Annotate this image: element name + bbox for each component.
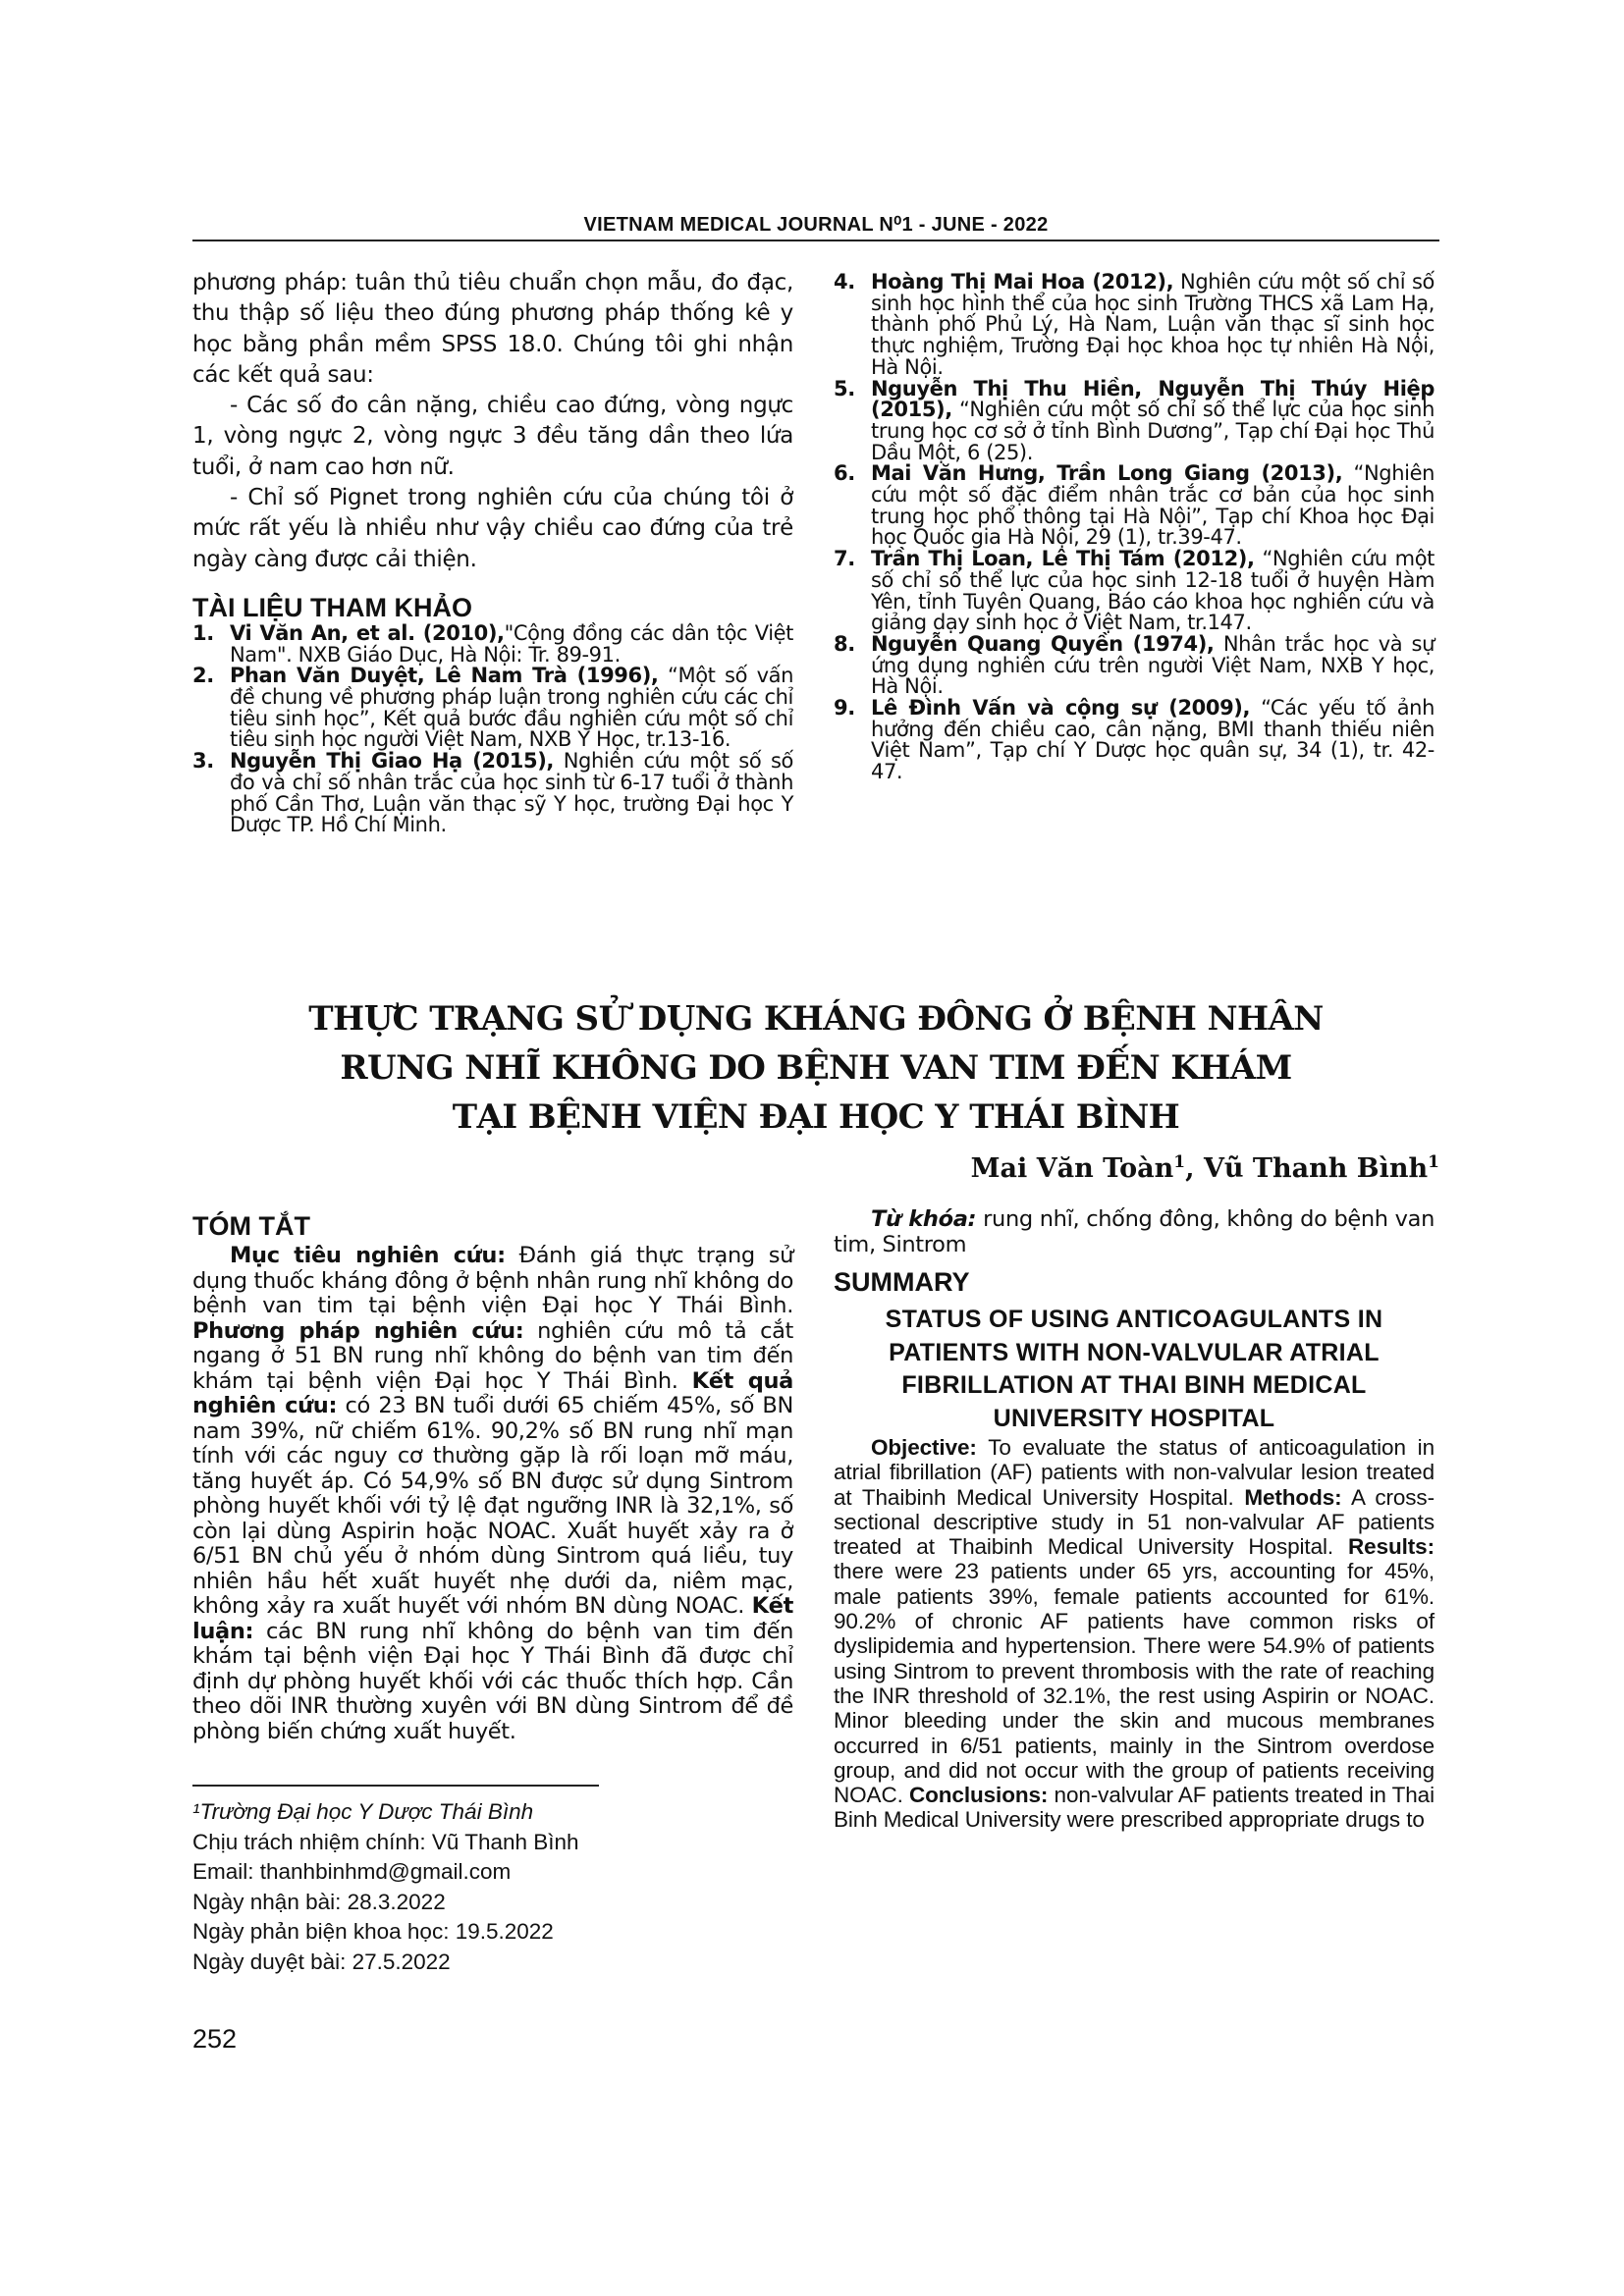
reference-item <box>834 376 1435 464</box>
reference-number: 5. <box>834 376 855 400</box>
reference-text: Nghiên cứu một số số đo và chỉ số nhân trắc của học sinh từ 6-17 tuổi ở thành phố Cần Thơ, Luận văn thạc sỹ Y học, trường Đại học Y Dược TP. Hồ Chí Minh. <box>230 749 793 837</box>
conclusion-bullet: - Các số đo cân nặng, chiều cao đứng, vòng ngực 1, vòng ngực 2, vòng ngực 3 đều tăng dần theo lứa tuổi, ở nam cao hơn nữ. <box>192 393 793 480</box>
en-results-label: Results: <box>1348 1534 1435 1560</box>
results-text: có 23 BN tuổi dưới 65 chiếm 45%, số BN nam 39%, nữ chiếm 61%. 90,2% số BN rung nhĩ mạn tính với các nguy cơ thường gặp là rối loạn mỡ máu, tăng huyết áp. Có 54,9% số BN được sử dụng Sintrom phòng huyết khối với tỷ lệ đạt ngưỡng INR là 32,1%, số còn lại dùng Aspirin hoặc NOAC. Xuất huyết xảy ra ở 6/51 BN chủ yếu ở nhóm dùng Sintrom quá liều, tuy nhiên hầu hết xuất huyết nhẹ dưới da, niêm mạc, không xảy ra xuất huyết với nhóm BN dùng NOAC. <box>192 1393 793 1619</box>
author-name: Mai Văn Toàn <box>970 1153 1174 1184</box>
reference-text: "Cộng đồng các dân tộc Việt Nam". NXB Giáo Dục, Hà Nội: Tr. 89-91. <box>230 620 793 667</box>
author-separator: , <box>1185 1153 1204 1184</box>
reference-text: “Nghiên cứu một số đặc điểm nhân trắc cơ bản của học sinh trung học phổ thông tại Hà Nội”, Tạp chí Khoa học Đại học Quốc gia Hà Nội, 29 (1), tr.39-47. <box>871 461 1435 550</box>
reference-number: 8. <box>834 631 855 656</box>
reference-item <box>834 272 1435 379</box>
en-results-text: there were 23 patients under 65 yrs, accounting for 45%, male patients 39%, female patients accounted for 61%. 90.2% of chronic AF patients have common risks of dyslipidemia and hypertension. There were 54.9% of patients using Sintrom to prevent thrombosis with the rate of reaching the INR threshold of 32.1%, the rest using Aspirin or NOAC. Minor bleeding under the skin and mucous membranes occurred in 6/51 patients, mainly in the Sintrom overdose group, and did not occur with the group of patients receiving NOAC. <box>834 1559 1435 1808</box>
reference-author: Lê Đình Vấn và cộng sự (2009), <box>871 696 1251 721</box>
conclusion-paragraph: phương pháp: tuân thủ tiêu chuẩn chọn mẫu, đo đạc, thu thập số liệu theo đúng phương pháp thống kê y học bằng phần mềm SPSS 18.0. Chúng tôi ghi nhận các kết quả sau: <box>192 270 793 388</box>
objective-label: Mục tiêu nghiên cứu: <box>230 1243 506 1268</box>
author-affiliation-mark: 1 <box>1173 1152 1186 1172</box>
footnote-received: Ngày nhận bài: 28.3.2022 <box>192 1889 446 1914</box>
reference-item <box>192 751 793 836</box>
footnote-rule <box>192 1785 599 1787</box>
references-heading: TÀI LIỆU THAM KHẢO <box>192 592 472 622</box>
reference-number: 2. <box>192 664 214 688</box>
reference-author: Trần Thị Loan, Lê Thị Tám (2012), <box>871 547 1255 571</box>
conclusion-text: các BN rung nhĩ không do bệnh van tim đến khám tại bệnh viện Đại học Y Thái Bình đã được chỉ định dự phòng huyết khối với các thuốc thích hợp. Cần theo dõi INR thường xuyên với BN dùng Sintrom để đề phòng biến chứng xuất huyết. <box>192 1618 793 1744</box>
keywords-text: rung nhĩ, chống đông, không do bệnh van tim, Sintrom <box>834 1206 1435 1257</box>
title-line: TẠI BỆNH VIỆN ĐẠI HỌC Y THÁI BÌNH <box>452 1097 1180 1137</box>
keywords-label: Từ khóa: <box>871 1206 977 1232</box>
reference-item <box>192 666 793 751</box>
methods-text: nghiên cứu mô tả cắt ngang ở 51 BN rung nhĩ không do bệnh van tim đến khám tại bệnh viện Đại học Y Thái Bình. <box>192 1317 794 1394</box>
methods-label: Phương pháp nghiên cứu: <box>192 1317 524 1344</box>
reference-item <box>834 698 1435 783</box>
footnote-accepted: Ngày duyệt bài: 27.5.2022 <box>192 1949 451 1974</box>
footnote-responsible: Chịu trách nhiệm chính: Vũ Thanh Bình <box>192 1829 579 1854</box>
reference-author: Hoàng Thị Mai Hoa (2012), <box>871 270 1174 294</box>
reference-author: Phan Văn Duyệt, Lê Nam Trà (1996), <box>230 664 659 688</box>
footnote-affiliation: ¹Trường Đại học Y Dược Thái Bình <box>192 1799 534 1824</box>
en-objective-label: Objective: <box>871 1435 977 1460</box>
en-conclusions-label: Conclusions: <box>909 1783 1049 1808</box>
prev-article-right-column <box>834 272 1435 783</box>
reference-item <box>192 620 793 667</box>
en-abstract-column <box>834 1207 1435 1833</box>
reference-item <box>834 631 1435 699</box>
reference-number: 9. <box>834 696 855 721</box>
vn-abstract-body <box>192 1244 793 1744</box>
page-number: 252 <box>192 2024 238 2054</box>
reference-text: Nghiên cứu một số chỉ số sinh học hình thể của học sinh Trường THCS xã Lam Hạ, thành phố Phủ Lý, Hà Nam, Luận văn thạc sĩ sinh học thực nghiệm, Trường Đại học khoa học tự nhiên Hà Nội, Hà Nội. <box>871 270 1435 379</box>
en-methods-label: Methods: <box>1244 1484 1342 1510</box>
conclusion-label: Kết luận: <box>192 1593 793 1644</box>
reference-author: Nguyễn Thị Giao Hạ (2015), <box>230 749 555 774</box>
reference-author: Nguyễn Quang Quyền (1974), <box>871 631 1215 656</box>
reference-number: 7. <box>834 547 855 571</box>
reference-author: Vi Văn An, et al. (2010), <box>230 620 505 645</box>
en-title: STATUS OF USING ANTICOAGULANTS IN PATIENTS WITH NON-VALVULAR ATRIAL FIBRILLATION AT THAI BINH MEDICAL UNIVERSITY HOSPITAL <box>885 1306 1383 1432</box>
reference-number: 3. <box>192 749 214 774</box>
reference-item <box>834 463 1435 549</box>
author-affiliation-mark: 1 <box>1428 1152 1439 1172</box>
vn-abstract-column <box>192 1211 793 1744</box>
journal-header: VIETNAM MEDICAL JOURNAL N⁰1 - JUNE - 2022 <box>583 214 1049 236</box>
reference-text: “Các yếu tố ảnh hưởng đến chiều cao, cân nặng, BMI thanh thiếu niên Việt Nam”, Tạp chí Y Dược học quân sự, 34 (1), tr. 42-47. <box>871 696 1435 784</box>
reference-number: 4. <box>834 270 855 294</box>
reference-number: 6. <box>834 461 855 486</box>
vn-abstract-heading: TÓM TẮT <box>192 1211 310 1241</box>
footnote-reviewed: Ngày phản biện khoa học: 19.5.2022 <box>192 1919 554 1945</box>
reference-text: “Nghiên cứu một số chỉ số thể lực của học sinh 12-18 tuổi ở huyện Hàm Yên, tỉnh Tuyên Quang, Báo cáo khoa học nghiên cứu và giảng dạy sinh học ở Việt Nam, tr.147. <box>871 547 1435 635</box>
reference-author: Nguyễn Thị Thu Hiền, Nguyễn Thị Thúy Hiệp (2015), <box>871 376 1435 422</box>
keywords-paragraph <box>834 1207 1435 1257</box>
footnotes <box>192 1797 793 1978</box>
author-name: Vũ Thanh Bình <box>1203 1153 1429 1184</box>
header-rule <box>192 240 1439 241</box>
en-objective-text: To evaluate the status of anticoagulation in atrial fibrillation (AF) patients with non-valvular lesion treated at Thaibinh Medical University Hospital. <box>834 1435 1435 1510</box>
reference-item <box>834 549 1435 634</box>
reference-text: Nhân trắc học và sự ứng dụng nghiên cứu trên người Việt Nam, NXB Y học, Hà Nội. <box>871 631 1435 699</box>
article-authors <box>192 1152 1439 1184</box>
prev-article-left-column <box>192 268 793 836</box>
results-label: Kết quả nghiên cứu: <box>192 1367 793 1418</box>
reference-author: Mai Văn Hưng, Trần Long Giang (2013), <box>871 461 1343 486</box>
objective-text: Đánh giá thực trạng sử dụng thuốc kháng đông ở bệnh nhân rung nhĩ không do bệnh van tim tại bệnh viện Đại học Y Thái Bình. <box>192 1243 793 1318</box>
summary-heading: SUMMARY <box>834 1267 970 1297</box>
title-line: RUNG NHĨ KHÔNG DO BỆNH VAN TIM ĐẾN KHÁM <box>340 1048 1292 1088</box>
reference-text: “Nghiên cứu một số chỉ số thể lực của học sinh trung học cơ sở ở tỉnh Bình Dương”, Tạp chí Đại học Thủ Dầu Một, 6 (25). <box>871 398 1435 464</box>
reference-number: 1. <box>192 620 214 645</box>
conclusion-bullet: - Chỉ số Pignet trong nghiên cứu của chúng tôi ở mức rất yếu là nhiều như vậy chiều cao đứng của trẻ ngày càng được cải thiện. <box>192 485 793 572</box>
reference-list-continued <box>834 272 1435 783</box>
article-title <box>192 994 1439 1142</box>
en-methods-text: A cross-sectional descriptive study in 51 non-valvular AF patients treated at Thaibinh Medical University Hospital. <box>834 1484 1435 1560</box>
reference-text: “Một số vấn đề chung về phương pháp luận trong nghiên cứu các chỉ tiêu sinh học”, Kết quả bước đầu nghiên cứu một số chỉ tiêu sinh học người Việt Nam, NXB Y Học, tr.13-16. <box>230 664 793 752</box>
en-abstract-body <box>834 1435 1435 1833</box>
footnote-email: Email: thanhbinhmd@gmail.com <box>192 1859 512 1885</box>
en-conclusions-text: non-valvular AF patients treated in Thai Binh Medical University were prescribed appropriate drugs to <box>834 1783 1435 1833</box>
title-line: THỰC TRẠNG SỬ DỤNG KHÁNG ĐÔNG Ở BỆNH NHÂN <box>308 999 1324 1039</box>
reference-list <box>192 620 793 837</box>
